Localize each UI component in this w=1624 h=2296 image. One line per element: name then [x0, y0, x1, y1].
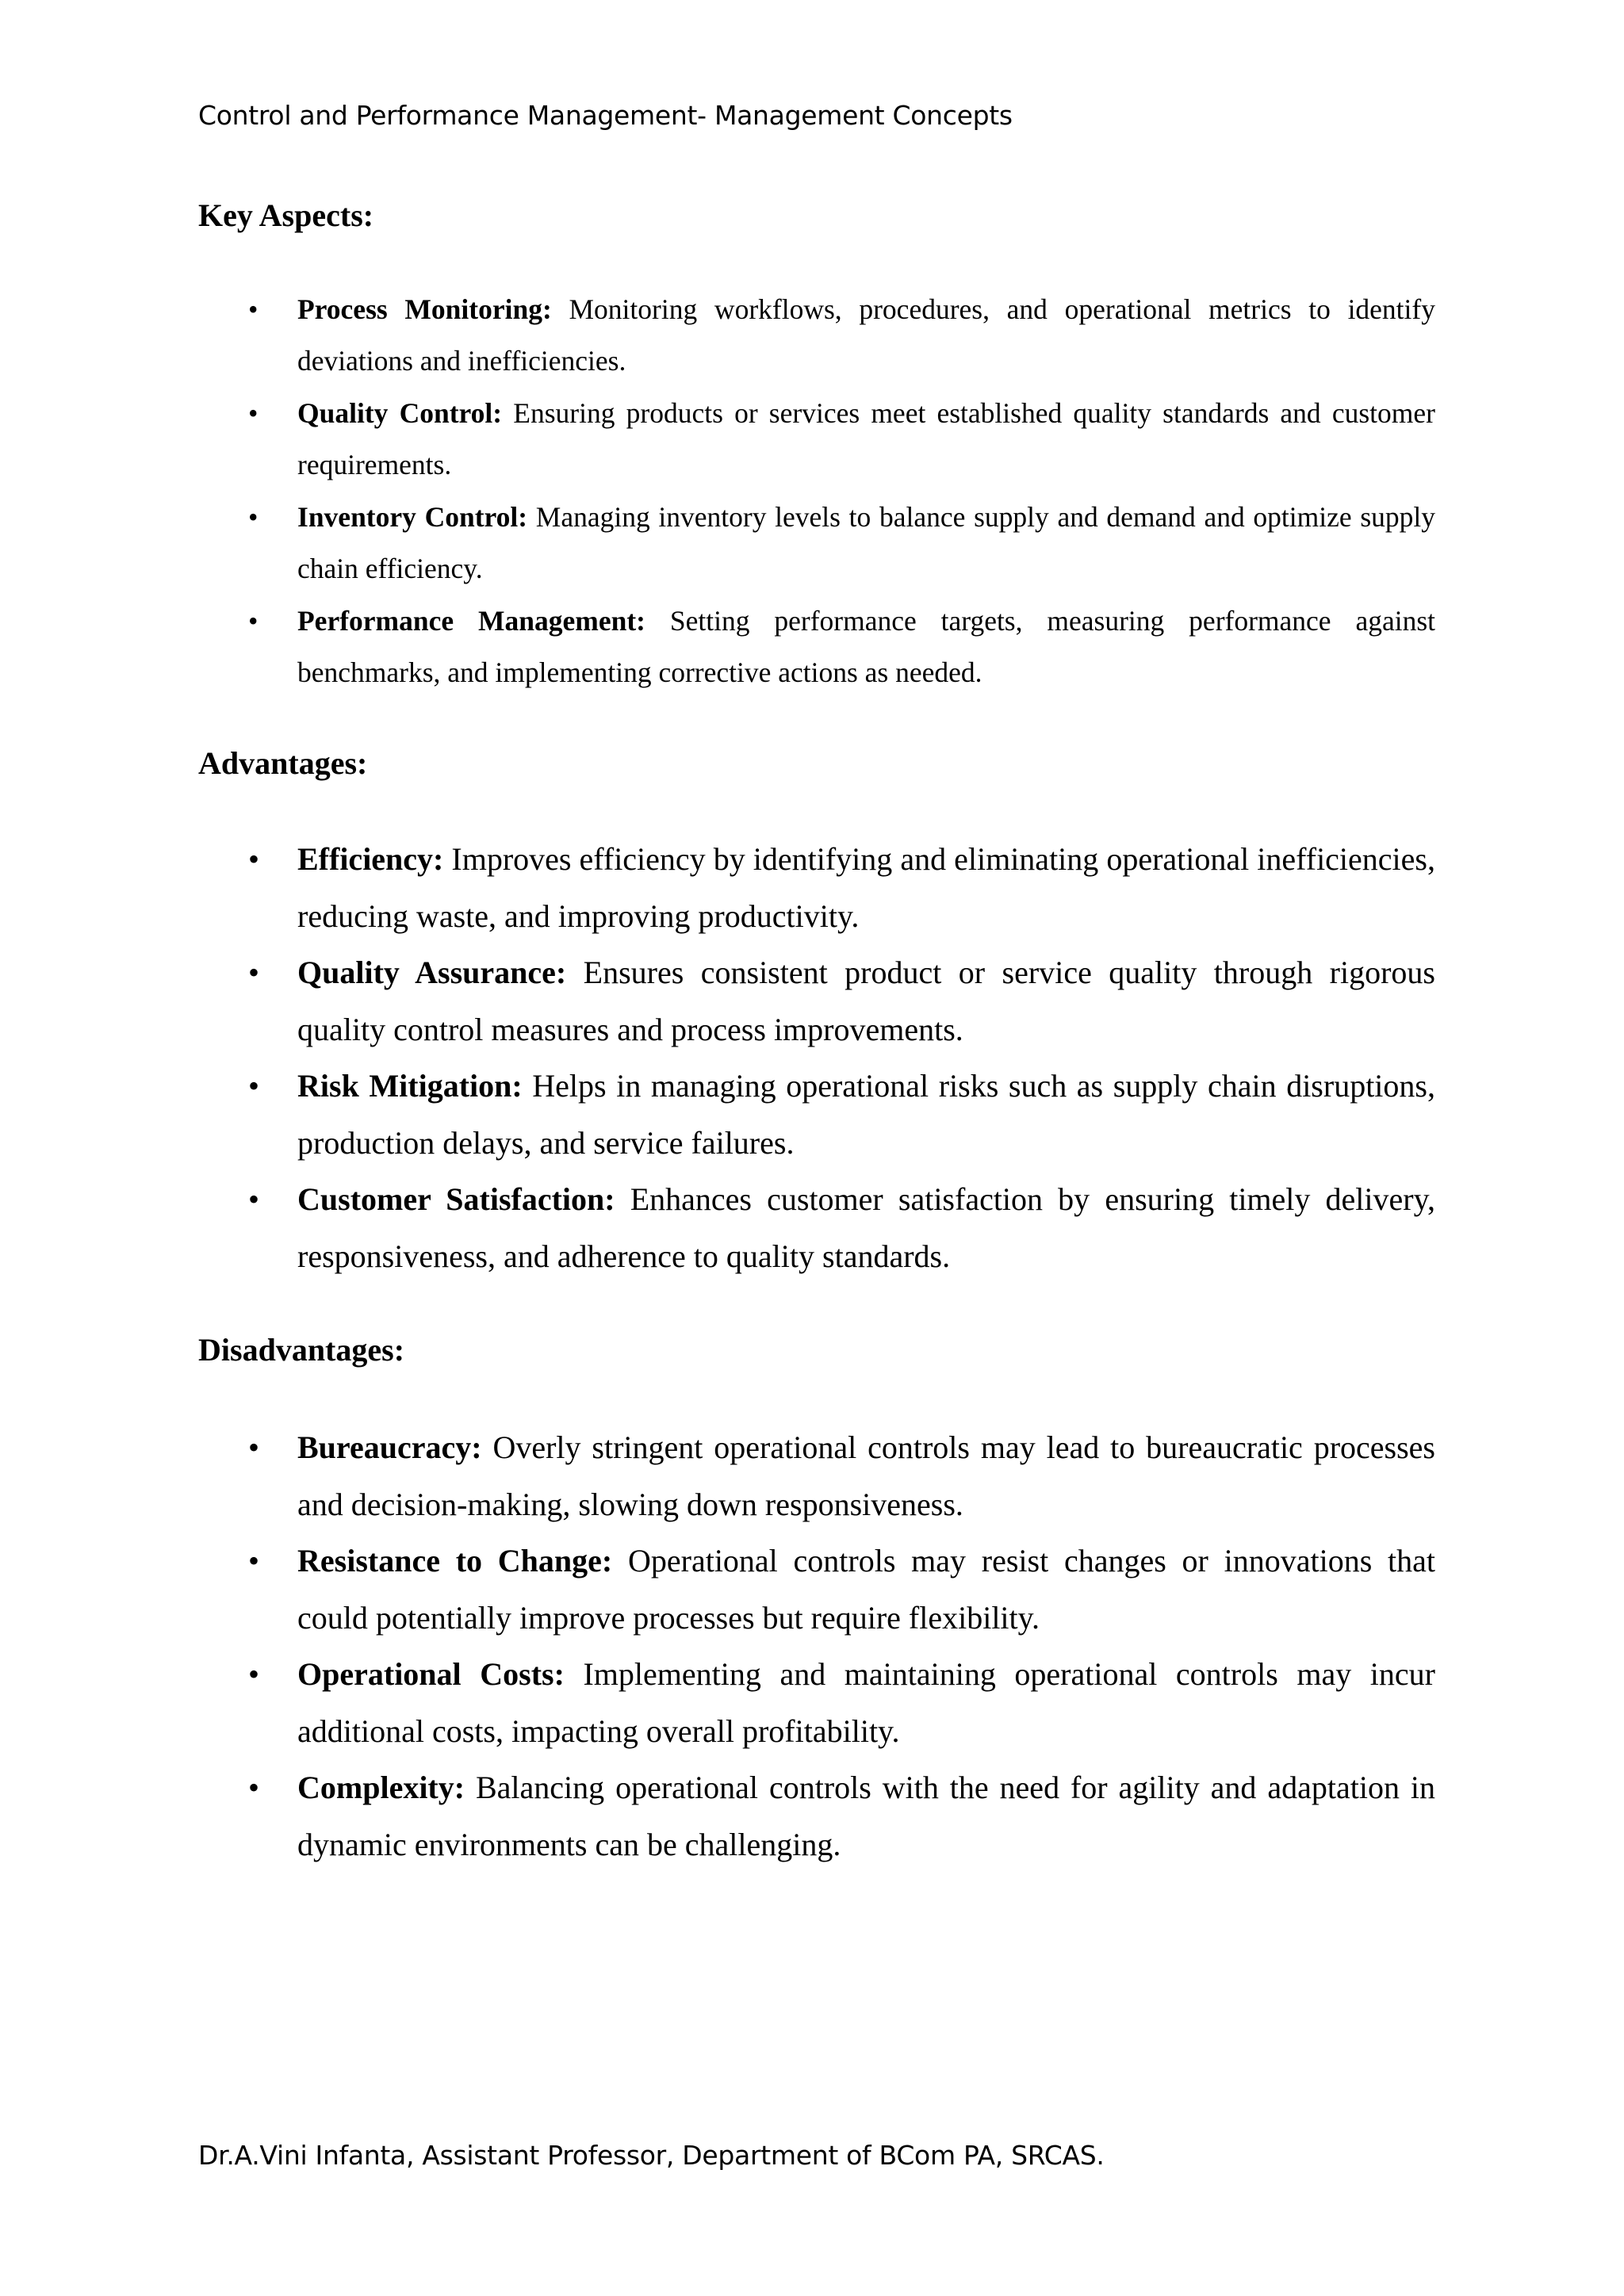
item-text: Helps in managing operational risks such as supply chain disruptions, production delays, and service failures.: [297, 1068, 1435, 1161]
bullet-icon: •: [248, 293, 259, 325]
list-item: [248, 284, 1435, 387]
running-header: Control and Performance Management- Management Concepts: [198, 100, 1013, 131]
item-text: Improves efficiency by identifying and eliminating operational inefficiencies, reducing waste, and improving productivity.: [297, 841, 1435, 934]
item-term: Resistance to Change:: [297, 1543, 613, 1578]
item-term: Performance Management:: [297, 605, 645, 637]
item-text: Operational controls may resist changes or innovations that could potentially improve processes but require flexibility.: [297, 1543, 1435, 1636]
list-item: [248, 944, 1435, 1058]
bullet-icon: •: [248, 501, 259, 533]
disadvantages-list: [0, 1419, 1624, 1873]
list-item: [248, 1171, 1436, 1284]
item-term: Risk Mitigation:: [297, 1068, 523, 1104]
bullet-icon: •: [248, 1543, 260, 1578]
item-term: Inventory Control:: [297, 501, 528, 533]
list-item: [248, 595, 1435, 698]
key-aspects-heading: Key Aspects:: [198, 197, 374, 233]
bullet-icon: •: [248, 1656, 260, 1692]
bullet-icon: •: [248, 841, 260, 877]
advantages-heading: Advantages:: [198, 745, 368, 781]
item-term: Efficiency:: [297, 841, 444, 877]
item-term: Quality Assurance:: [297, 955, 567, 990]
list-item: [248, 1533, 1435, 1646]
item-text: Ensures consistent product or service quality through rigorous quality control measures and process improvements.: [297, 955, 1435, 1047]
bullet-icon: •: [248, 1181, 260, 1217]
list-item: [248, 1419, 1435, 1533]
item-term: Quality Control:: [297, 397, 503, 429]
list-item: [248, 1646, 1435, 1759]
bullet-icon: •: [248, 1068, 260, 1104]
item-term: Bureaucracy:: [297, 1429, 482, 1465]
item-text: Implementing and maintaining operational controls may incur additional costs, impacting overall profitability.: [297, 1656, 1435, 1749]
item-term: Customer Satisfaction:: [297, 1181, 615, 1217]
list-item: [248, 1058, 1435, 1171]
running-footer: Dr.A.Vini Infanta, Assistant Professor, Department of BCom PA, SRCAS.: [198, 2140, 1105, 2171]
item-text: Managing inventory levels to balance supply and demand and optimize supply chain efficiency.: [297, 501, 1436, 584]
item-term: Complexity:: [297, 1770, 465, 1805]
bullet-icon: •: [248, 1770, 260, 1805]
advantages-list: [0, 831, 1624, 1284]
item-term: Process Monitoring:: [297, 293, 552, 325]
bullet-icon: •: [248, 605, 259, 637]
item-text: Enhances customer satisfaction by ensuring timely delivery, responsiveness, and adherence to quality standards.: [297, 1181, 1436, 1274]
bullet-icon: •: [248, 397, 259, 429]
item-text: Balancing operational controls with the need for agility and adaptation in dynamic environments can be challenging.: [297, 1770, 1435, 1862]
item-text: Monitoring workflows, procedures, and operational metrics to identify deviations and inefficiencies.: [297, 293, 1435, 377]
item-text: Ensuring products or services meet established quality standards and customer requirements.: [297, 397, 1435, 480]
item-text: Overly stringent operational controls may lead to bureaucratic processes and decision-making, slowing down responsiveness.: [297, 1429, 1435, 1522]
list-item: [248, 1759, 1435, 1873]
list-item: [248, 492, 1436, 595]
bullet-icon: •: [248, 955, 260, 990]
item-term: Operational Costs:: [297, 1656, 565, 1692]
list-item: [248, 831, 1435, 944]
item-text: Setting performance targets, measuring performance against benchmarks, and implementing corrective actions as needed.: [297, 605, 1435, 688]
list-item: [248, 388, 1435, 491]
bullet-icon: •: [248, 1429, 260, 1465]
key-aspects-list: [0, 284, 1624, 699]
disadvantages-heading: Disadvantages:: [198, 1332, 405, 1368]
